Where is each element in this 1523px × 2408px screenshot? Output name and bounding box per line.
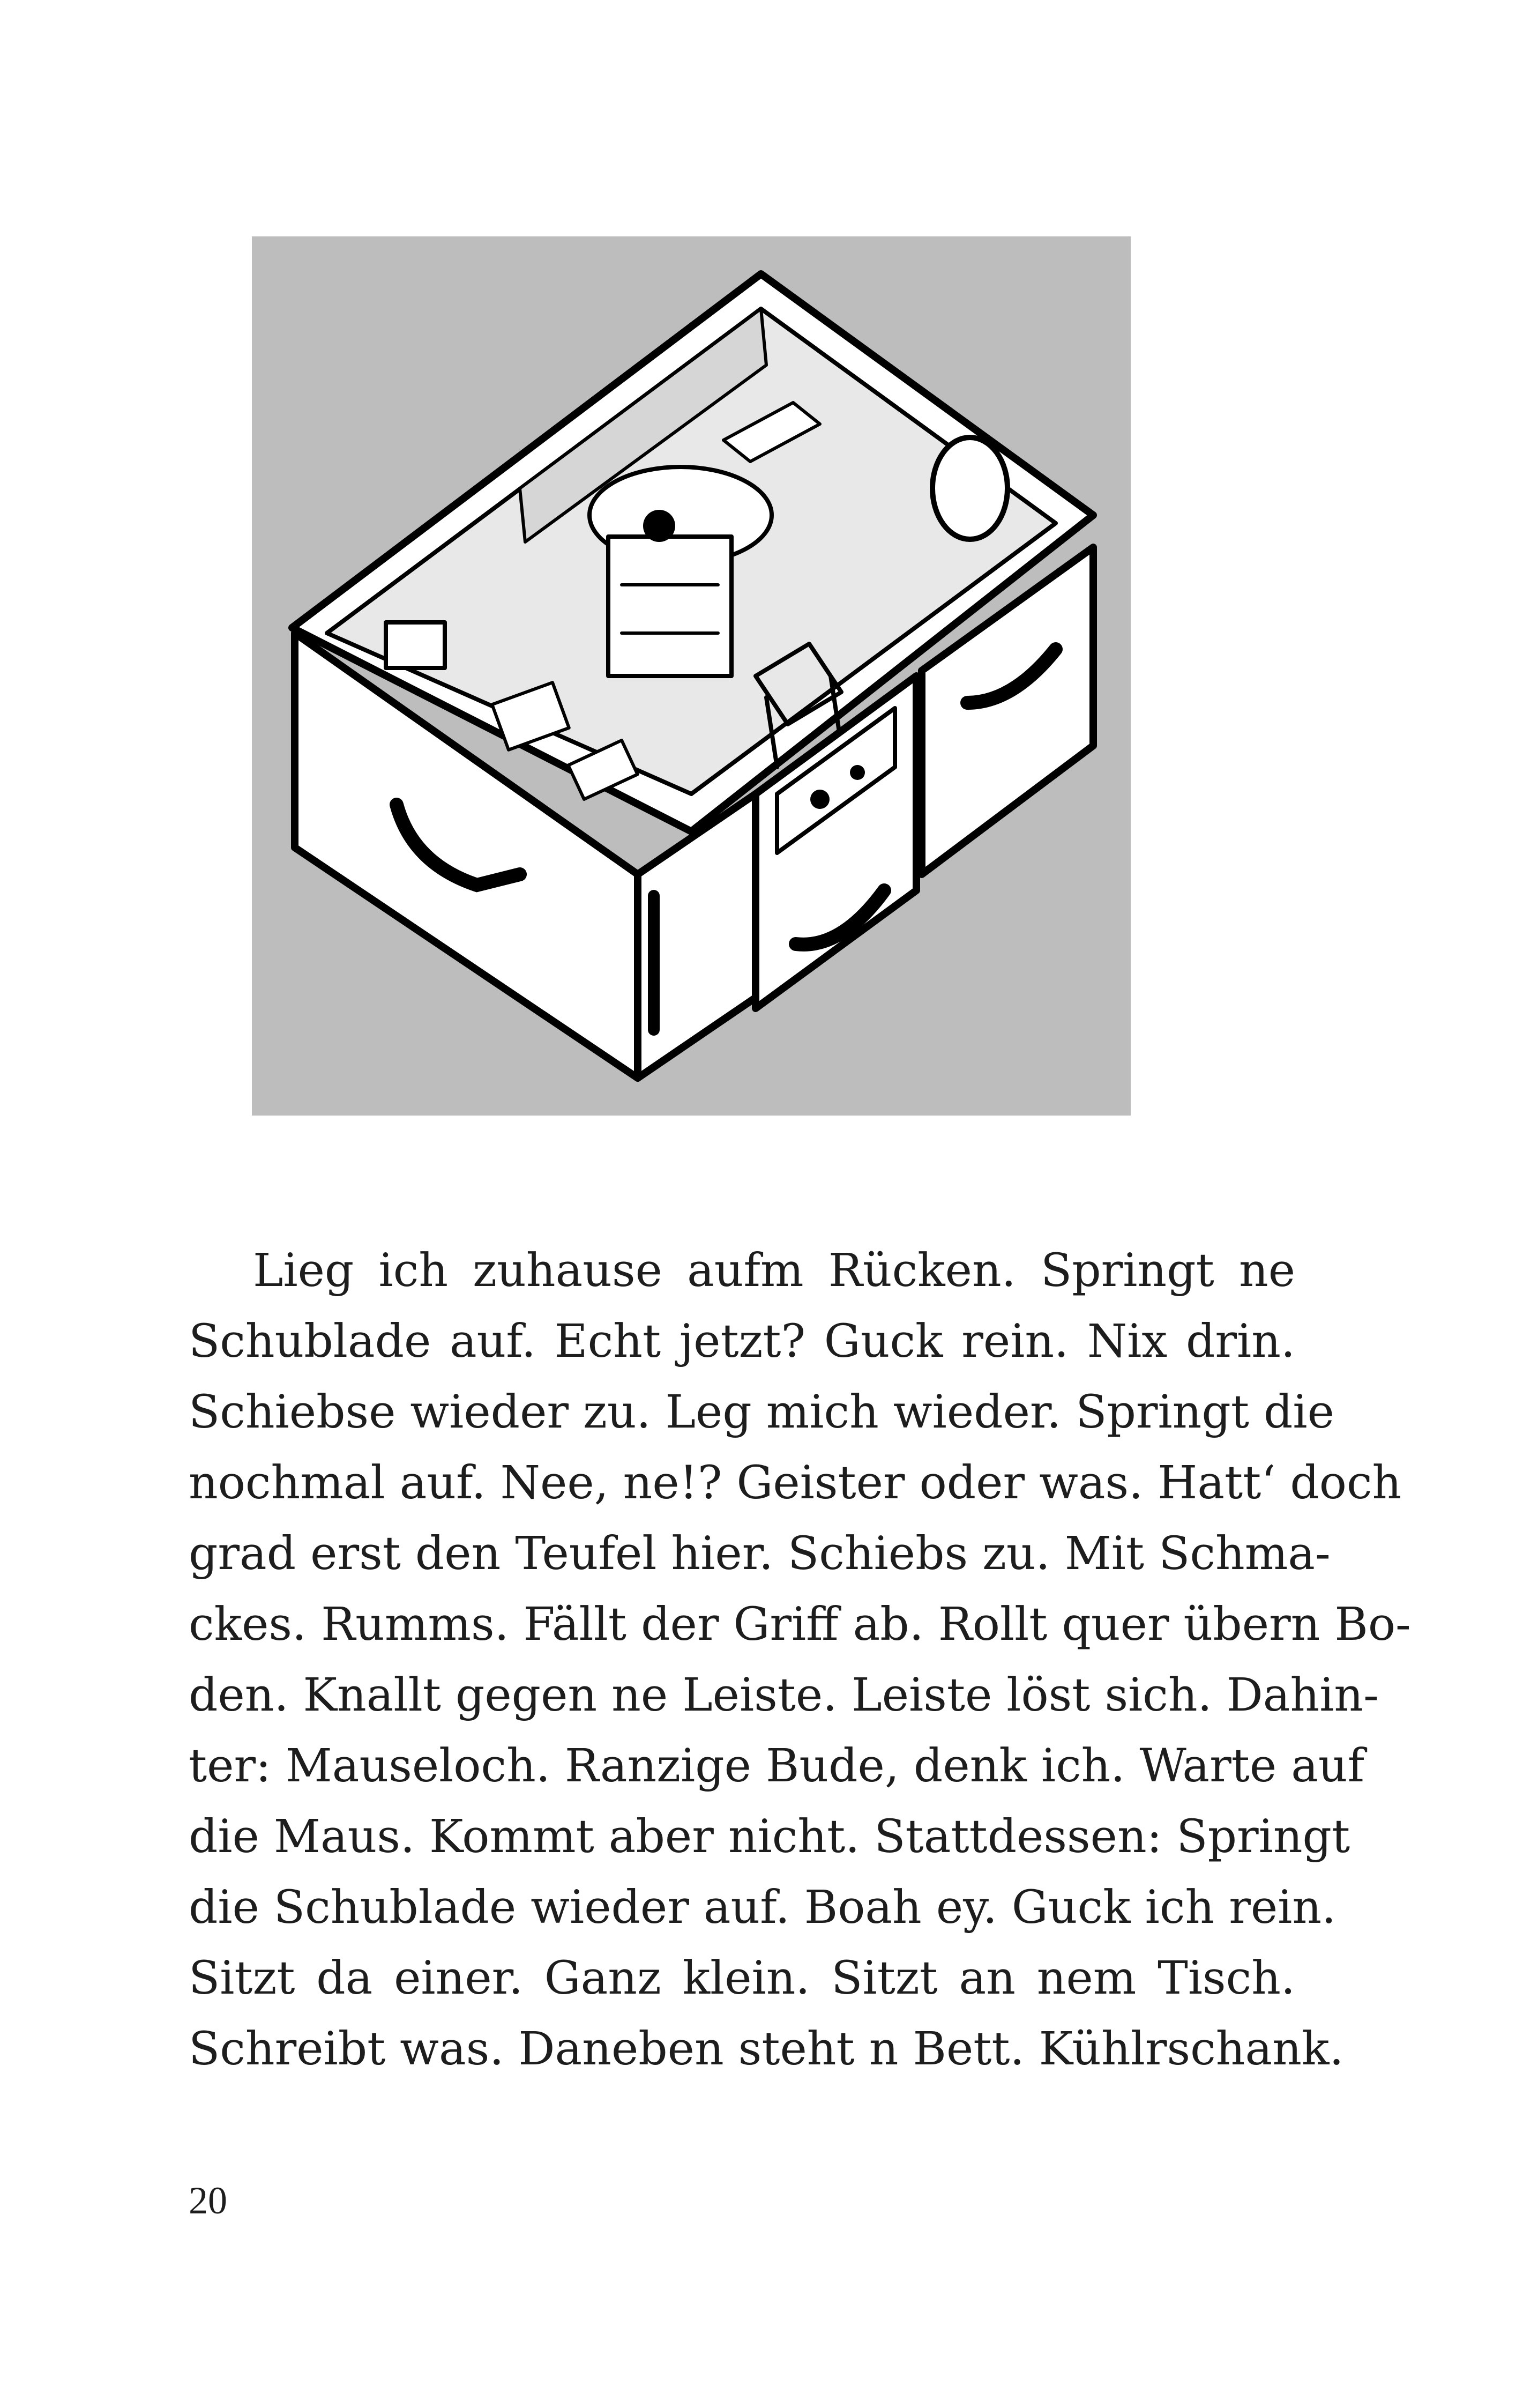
- page-number: 20: [189, 2179, 227, 2222]
- text-line: ter: Mauseloch. Ranzige Bude, denk ich. Warte auf: [189, 1740, 1365, 1793]
- text-line: ckes. Rumms. Fällt der Griff ab. Rollt quer übern Bo-: [189, 1598, 1411, 1651]
- text-line: grad erst den Teufel hier. Schiebs zu. Mit Schma-: [189, 1527, 1331, 1580]
- text-line: Schublade auf. Echt jetzt? Guck rein. Nix drin.: [189, 1315, 1295, 1368]
- text-line: nochmal auf. Nee, ne!? Geister oder was. Hatt‘ doch: [189, 1456, 1402, 1510]
- round-mirror: [932, 437, 1007, 539]
- drawer-room-illustration: [252, 236, 1131, 1116]
- text-line: Schreibt was. Daneben steht n Bett. Kühlrschank.: [189, 2023, 1344, 2076]
- story-paragraph: [189, 1236, 1411, 2085]
- text-line: Sitzt da einer. Ganz klein. Sitzt an nem Tisch.: [189, 1952, 1295, 2005]
- desk-drawer: [608, 537, 731, 676]
- drawer-room-drawing: [252, 236, 1131, 1116]
- text-line: Schiebse wieder zu. Leg mich wieder. Springt die: [189, 1386, 1334, 1439]
- small-box: [386, 622, 445, 668]
- text-line: den. Knallt gegen ne Leiste. Leiste löst sich. Dahin-: [189, 1669, 1379, 1722]
- text-line: die Schublade wieder auf. Boah ey. Guck ich rein.: [189, 1881, 1337, 1934]
- text-line: die Maus. Kommt aber nicht. Stattdessen: Springt: [189, 1810, 1350, 1863]
- text-line: Lieg ich zuhause aufm Rücken. Springt ne: [253, 1244, 1295, 1297]
- desk-lamp: [643, 510, 675, 542]
